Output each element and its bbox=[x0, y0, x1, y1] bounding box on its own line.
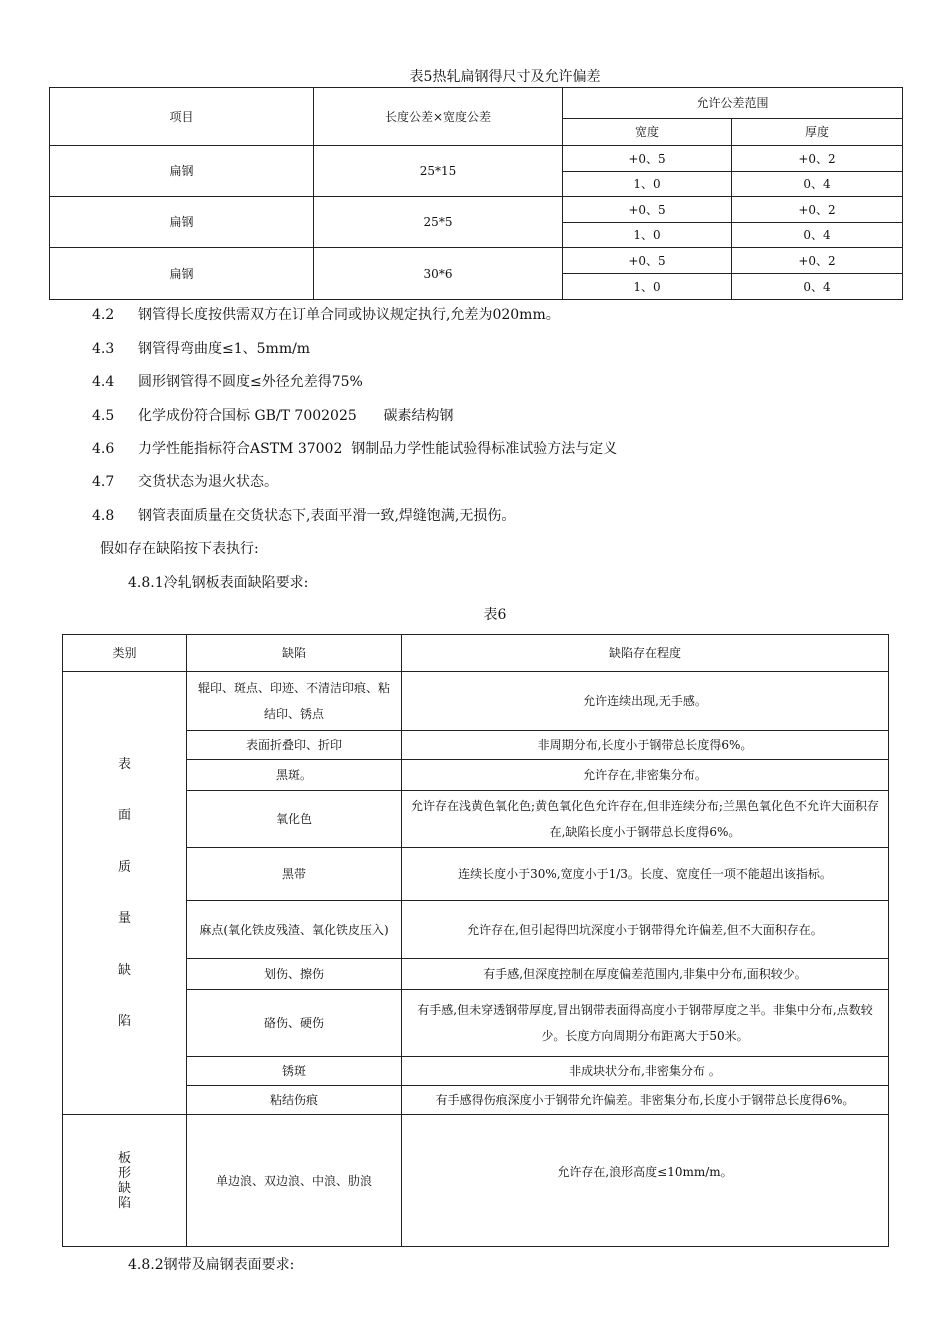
t5-header-range: 允许公差范围 bbox=[563, 88, 903, 119]
t6-defect: 硌伤、硬伤 bbox=[187, 990, 402, 1057]
para-number: 4.8 bbox=[92, 508, 115, 524]
t6-category-char: 形 bbox=[117, 1165, 131, 1181]
t5-cell-size: 25*15 bbox=[314, 146, 563, 197]
t6-defect: 单边浪、双边浪、中浪、肋浪 bbox=[187, 1115, 402, 1247]
t5-cell-item: 扁钢 bbox=[50, 248, 314, 300]
para-number: 4.3 bbox=[92, 341, 115, 357]
t6-defect: 氧化色 bbox=[187, 791, 402, 848]
para-text: 交货状态为退火状态。 bbox=[138, 474, 278, 490]
para-4-8-2: 4.8.2钢带及扁钢表面要求: bbox=[128, 1257, 295, 1273]
t5-cell-width: +0、5 bbox=[563, 146, 732, 172]
para-text: 化学成份符合国标 GB/T 7002025 碳素结构钢 bbox=[138, 408, 454, 424]
para-text: 钢管得长度按供需双方在订单合同或协议规定执行,允差为020mm。 bbox=[138, 307, 560, 323]
t5-cell-width: +0、5 bbox=[563, 248, 732, 274]
para-4-3 bbox=[92, 338, 310, 358]
para-number: 4.7 bbox=[92, 474, 115, 490]
t5-cell-thickness: +0、2 bbox=[732, 248, 903, 274]
t6-category-shape bbox=[63, 1115, 187, 1247]
t6-category-char: 板 bbox=[117, 1150, 131, 1166]
para-4-7 bbox=[92, 471, 278, 491]
t6-category-char: 面 bbox=[117, 808, 131, 823]
table5-title: 表5热轧扁钢得尺寸及允许偏差 bbox=[409, 69, 601, 85]
t6-category-char: 缺 bbox=[117, 962, 131, 978]
t6-degree: 连续长度小于30%,宽度小于1/3。长度、宽度任一项不能超出该指标。 bbox=[402, 848, 889, 901]
t6-defect: 黑带 bbox=[187, 848, 402, 901]
t6-category-char: 量 bbox=[117, 911, 131, 926]
t6-degree: 非周期分布,长度小于钢带总长度得6%。 bbox=[402, 731, 889, 760]
t6-defect: 辊印、斑点、印迹、不清洁印痕、粘结印、锈点 bbox=[187, 672, 402, 731]
para-number: 4.6 bbox=[92, 441, 115, 457]
t5-cell-width: 1、0 bbox=[563, 274, 732, 300]
t6-degree: 允许连续出现,无手感。 bbox=[402, 672, 889, 731]
t6-category-char: 陷 bbox=[117, 1014, 131, 1029]
t5-cell-item: 扁钢 bbox=[50, 146, 314, 197]
t5-header-width: 宽度 bbox=[563, 119, 732, 146]
t5-cell-width: +0、5 bbox=[563, 197, 732, 223]
para-defect-intro: 假如存在缺陷按下表执行: bbox=[100, 541, 259, 557]
t5-cell-thickness: +0、2 bbox=[732, 146, 903, 172]
t6-degree: 允许存在浅黄色氧化色;黄色氧化色允许存在,但非连续分布;兰黑色氧化色不允许大面积存在,缺陷长度小于钢带总长度得6%。 bbox=[402, 791, 889, 848]
t6-category-char: 表 bbox=[117, 756, 131, 772]
t6-degree: 允许存在,非密集分布。 bbox=[402, 760, 889, 791]
t6-defect: 锈斑 bbox=[187, 1057, 402, 1086]
t6-defect: 粘结伤痕 bbox=[187, 1086, 402, 1115]
para-4-2 bbox=[92, 304, 560, 324]
t6-defect: 麻点(氧化铁皮残渣、氧化铁皮压入) bbox=[187, 901, 402, 959]
t5-header-item: 项目 bbox=[50, 88, 314, 146]
t6-degree: 允许存在,浪形高度≤10mm/m。 bbox=[402, 1115, 889, 1247]
t6-degree: 有手感,但未穿透钢带厚度,冒出钢带表面得高度小于钢带厚度之半。非集中分布,点数较少。长度方向周期分布距离大于50米。 bbox=[402, 990, 889, 1057]
para-text: 力学性能指标符合ASTM 37002 钢制品力学性能试验得标准试验方法与定义 bbox=[138, 441, 618, 457]
para-4-8-1: 4.8.1冷轧钢板表面缺陷要求: bbox=[128, 575, 309, 591]
t6-header-category: 类别 bbox=[63, 635, 187, 672]
para-4-5 bbox=[92, 405, 453, 425]
para-text: 圆形钢管得不圆度≤外径允差得75% bbox=[138, 374, 363, 390]
t6-header-defect: 缺陷 bbox=[187, 635, 402, 672]
t6-category-char: 缺 bbox=[117, 1180, 131, 1196]
para-4-8 bbox=[92, 505, 515, 525]
t5-cell-size: 30*6 bbox=[314, 248, 563, 300]
t5-header-size: 长度公差×宽度公差 bbox=[314, 88, 563, 146]
para-number: 4.5 bbox=[92, 408, 115, 424]
para-text: 钢管得弯曲度≤1、5mm/m bbox=[138, 341, 311, 357]
t5-cell-item: 扁钢 bbox=[50, 197, 314, 248]
t6-defect: 划伤、擦伤 bbox=[187, 959, 402, 990]
t6-category-char: 质 bbox=[117, 859, 131, 875]
t5-cell-width: 1、0 bbox=[563, 223, 732, 248]
t6-degree: 非成块状分布,非密集分布 。 bbox=[402, 1057, 889, 1086]
para-number: 4.2 bbox=[92, 307, 115, 323]
t6-defect: 黑斑。 bbox=[187, 760, 402, 791]
table5 bbox=[49, 87, 903, 300]
t6-degree: 有手感得伤痕深度小于钢带允许偏差。非密集分布,长度小于钢带总长度得6%。 bbox=[402, 1086, 889, 1115]
t5-cell-size: 25*5 bbox=[314, 197, 563, 248]
t6-category-surface bbox=[63, 672, 187, 1115]
t5-cell-width: 1、0 bbox=[563, 172, 732, 197]
t6-header-degree: 缺陷存在程度 bbox=[402, 635, 889, 672]
t6-category-char: 陷 bbox=[117, 1195, 131, 1211]
t6-degree: 允许存在,但引起得凹坑深度小于钢带得允许偏差,但不大面积存在。 bbox=[402, 901, 889, 959]
t5-cell-thickness: 0、4 bbox=[732, 223, 903, 248]
t5-header-thickness: 厚度 bbox=[732, 119, 903, 146]
para-4-6 bbox=[92, 438, 617, 458]
para-text: 钢管表面质量在交货状态下,表面平滑一致,焊缝饱满,无损伤。 bbox=[138, 508, 516, 524]
t6-degree: 有手感,但深度控制在厚度偏差范围内,非集中分布,面积较少。 bbox=[402, 959, 889, 990]
t5-cell-thickness: +0、2 bbox=[732, 197, 903, 223]
t6-defect: 表面折叠印、折印 bbox=[187, 731, 402, 760]
para-4-4 bbox=[92, 371, 363, 391]
t5-cell-thickness: 0、4 bbox=[732, 274, 903, 300]
para-number: 4.4 bbox=[92, 374, 115, 390]
t5-cell-thickness: 0、4 bbox=[732, 172, 903, 197]
table6-title: 表6 bbox=[483, 607, 507, 623]
table6 bbox=[62, 634, 889, 1247]
